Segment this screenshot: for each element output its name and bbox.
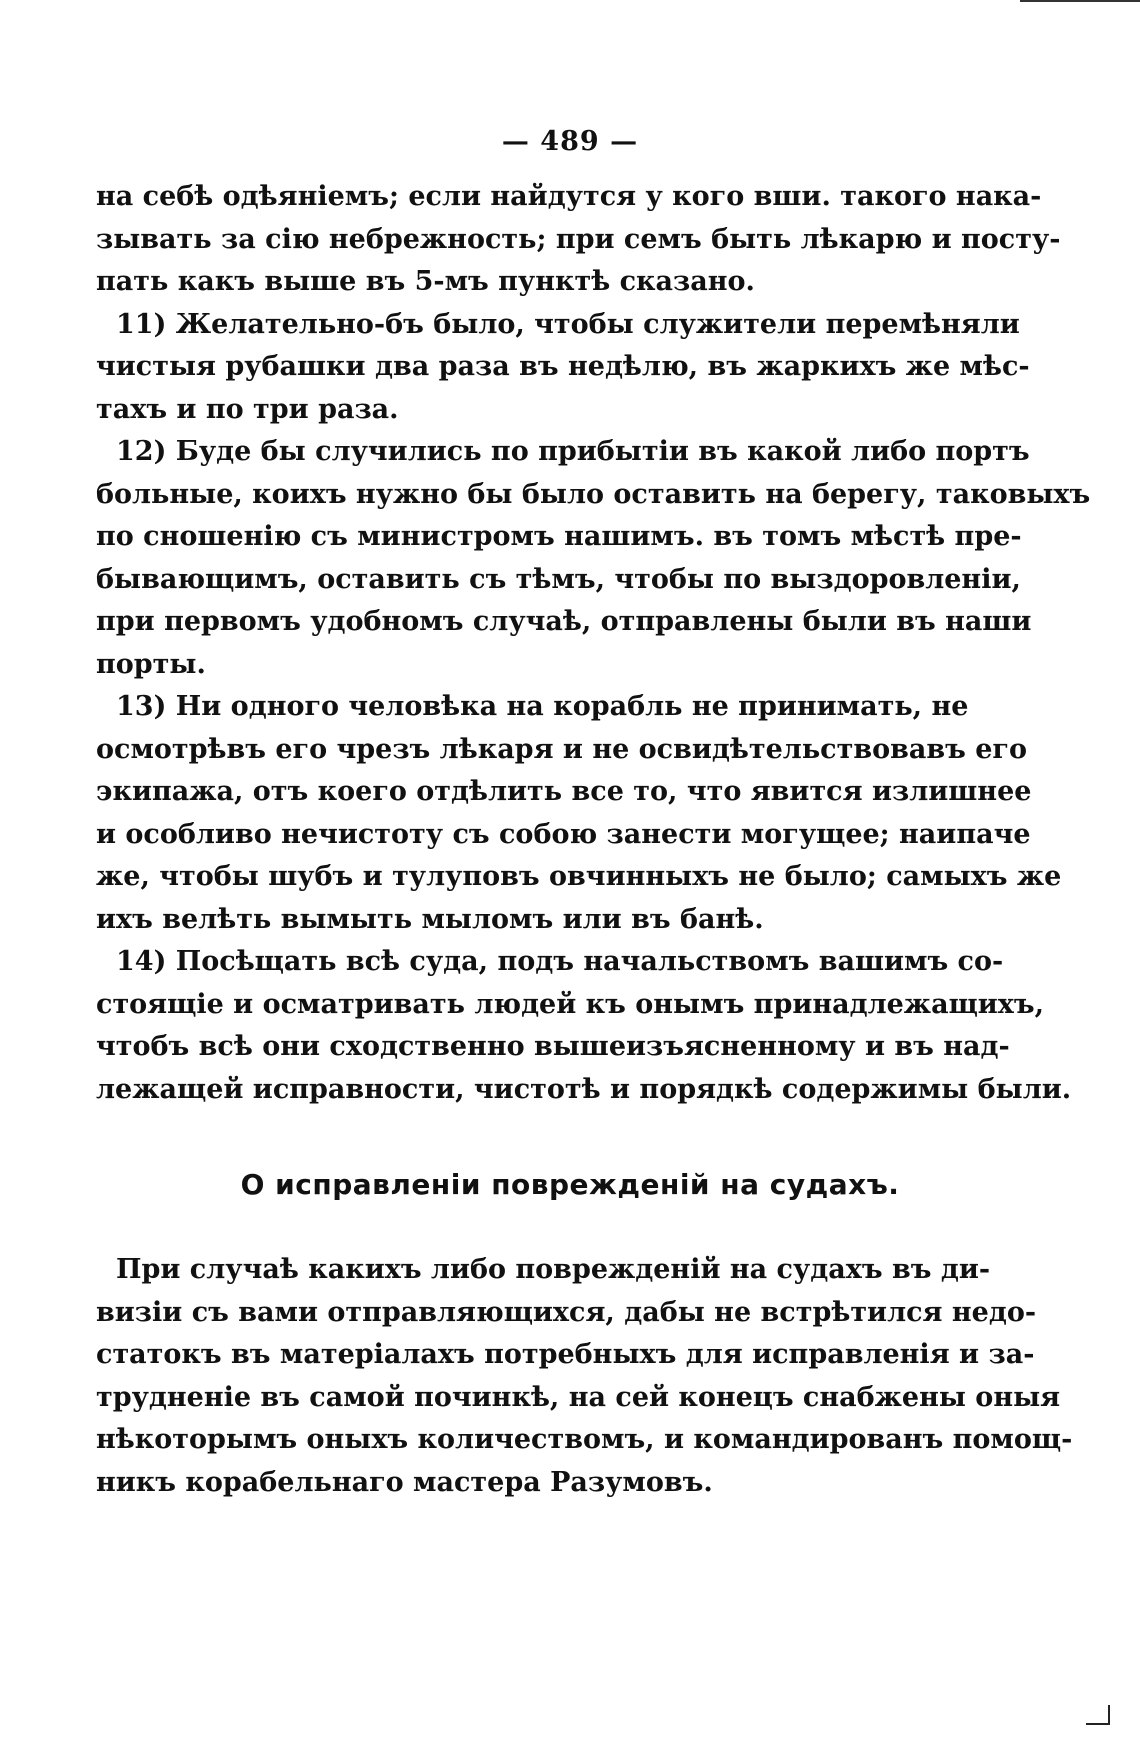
corner-bracket-mark <box>1086 1705 1110 1725</box>
text-line: ихъ велѣть вымыть мыломъ или въ банѣ. <box>96 903 764 935</box>
text-line: осмотрѣвъ его чрезъ лѣкаря и не освидѣтельствовавъ его <box>96 733 1027 765</box>
text-line: экипажа, отъ коего отдѣлить все то, что явится излишнее <box>96 776 1032 807</box>
top-right-rule <box>1020 0 1140 8</box>
text-line: и особливо нечистоту съ собою занести могущее; наипаче <box>96 818 1031 850</box>
page-number: — 489 — <box>501 126 639 157</box>
paragraph-line: При случаѣ какихъ либо поврежденій на судахъ въ ди- <box>116 1254 991 1285</box>
text-line: по сношенію съ министромъ нашимъ. въ томъ мѣстѣ пре- <box>96 521 1022 552</box>
text-line: стоящіе и осматривать людей къ онымъ принадлежащихъ, <box>96 988 1045 1020</box>
body-text-block <box>96 1249 1073 1504</box>
text-line: чтобъ всѣ они сходственно вышеизъясненному и въ над- <box>96 1031 1010 1062</box>
text-line: при первомъ удобномъ случаѣ, отправлены были въ наши <box>96 606 1032 637</box>
text-line: тахъ и по три раза. <box>96 393 399 425</box>
body-text-block <box>96 176 1091 1111</box>
text-line: больные, коихъ нужно бы было оставить на берегу, таковыхъ <box>96 478 1091 510</box>
text-line: лежащей исправности, чистотѣ и порядкѣ содержимы были. <box>96 1073 1072 1105</box>
paragraph-11-line: 11) Желательно-бъ было, чтобы служители перемѣняли <box>116 308 1020 340</box>
paragraph-14-line: 14) Посѣщать всѣ суда, подъ начальствомъ вашимъ со- <box>116 946 1004 977</box>
text-line: на себѣ одѣяніемъ; если найдутся у кого вши. такого нака- <box>96 181 1042 212</box>
text-line: статокъ въ матеріалахъ потребныхъ для исправленія и за- <box>96 1339 1035 1370</box>
text-line: нѣкоторымъ оныхъ количествомъ, и командированъ помощ- <box>96 1424 1073 1455</box>
section-heading: О исправленіи поврежденій на судахъ. <box>240 1168 900 1201</box>
text-line: бывающимъ, оставить съ тѣмъ, чтобы по выздоровленіи, <box>96 563 1021 595</box>
text-line: порты. <box>96 648 206 680</box>
text-line: чистыя рубашки два раза въ недѣлю, въ жаркихъ же мѣс- <box>96 351 1030 382</box>
text-line: же, чтобы шубъ и тулуповъ овчинныхъ не было; самыхъ же <box>96 861 1062 892</box>
paragraph-13-line: 13) Ни одного человѣка на корабль не принимать, не <box>116 691 969 722</box>
text-line: визіи съ вами отправляющихся, дабы не встрѣтился недо- <box>96 1296 1037 1328</box>
text-line: трудненіе въ самой починкѣ, на сей конецъ снабжены оныя <box>96 1381 1061 1413</box>
text-line: никъ корабельнаго мастера Разумовъ. <box>96 1466 713 1498</box>
paragraph-12-line: 12) Буде бы случились по прибытіи въ какой либо портъ <box>116 436 1030 467</box>
text-line: зывать за сію небрежность; при семъ быть лѣкарю и посту- <box>96 223 1061 255</box>
text-line: пать какъ выше въ 5-мъ пунктѣ сказано. <box>96 266 755 297</box>
